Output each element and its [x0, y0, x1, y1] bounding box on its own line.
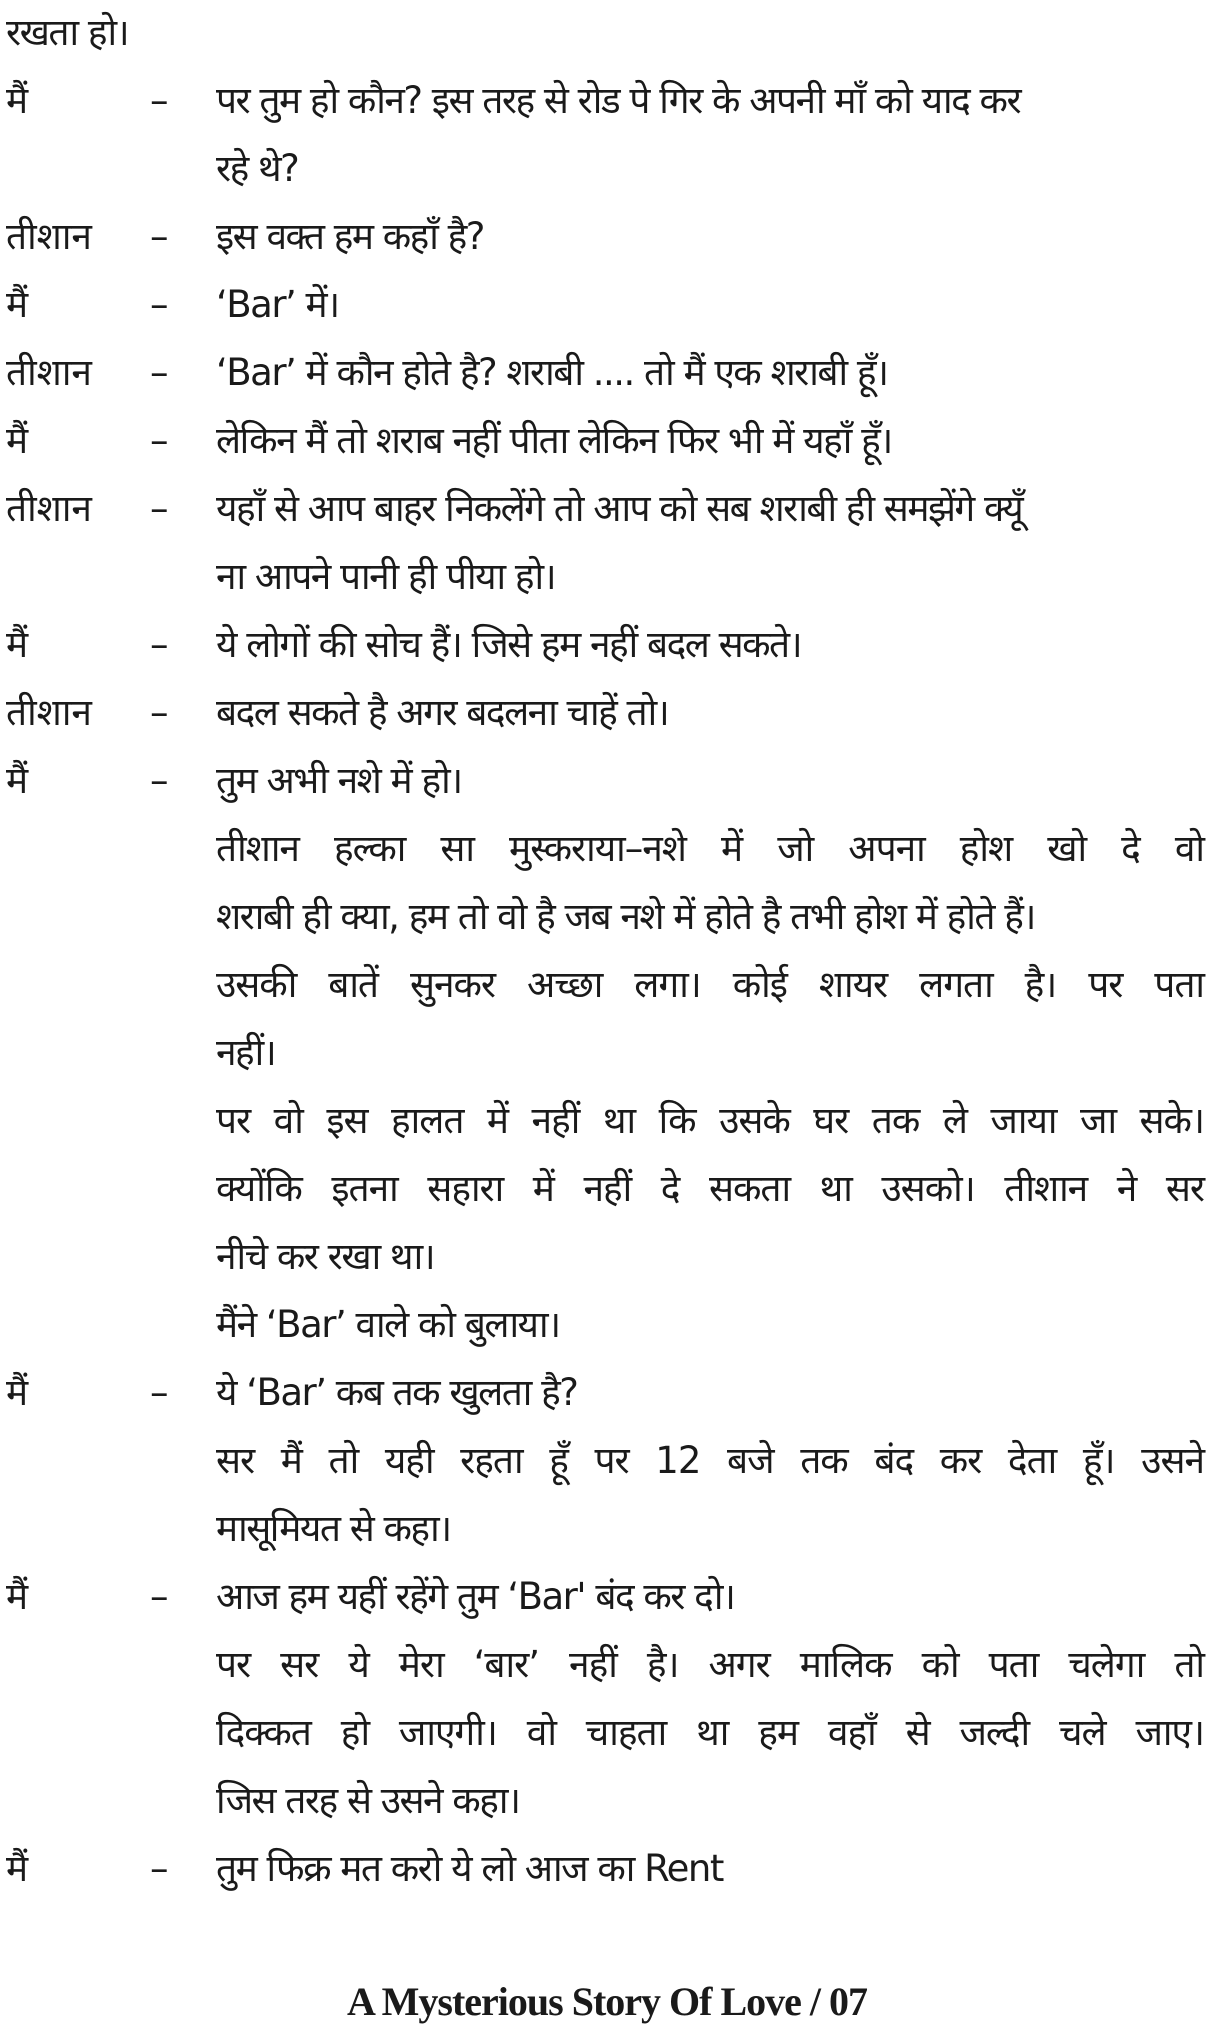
- dialogue-line: [0, 1359, 1214, 1426]
- dialogue-dash: –: [150, 1846, 169, 1890]
- narration-line: [0, 1223, 1214, 1290]
- line-text: ना आपने पानी ही पीया हो।: [216, 554, 556, 598]
- line-text: यहाँ से आप बाहर निकलेंगे तो आप को सब शराबी ही समझेंगे क्यूँ: [216, 486, 1023, 530]
- narration-line: [0, 1291, 1214, 1358]
- narration-line: [0, 1155, 1214, 1222]
- line-text: आज हम यहीं रहेंगे तुम ‘Bar' बंद कर दो।: [216, 1574, 735, 1618]
- line-text: पर तुम हो कौन? इस तरह से रोड पे गिर के अपनी माँ को याद कर: [216, 78, 1021, 122]
- speaker-name: तीशान: [6, 214, 92, 258]
- speaker-name: मैं: [6, 622, 29, 666]
- dialogue-dash: –: [150, 758, 169, 802]
- speaker-name: मैं: [6, 78, 29, 122]
- speaker-name: मैं: [6, 758, 29, 802]
- line-text: पर वो इस हालत में नहीं था कि उसके घर तक ले जाया जा सके।: [216, 1098, 1204, 1142]
- dialogue-dash: –: [150, 622, 169, 666]
- line-text: रहे थे?: [216, 146, 299, 190]
- dialogue-dash: –: [150, 282, 169, 326]
- speaker-name: मैं: [6, 1370, 29, 1414]
- line-text: उसकी बातें सुनकर अच्छा लगा। कोई शायर लगता है। पर पता: [216, 962, 1204, 1006]
- line-text: सर मैं तो यही रहता हूँ पर 12 बजे तक बंद कर देता हूँ। उसने: [216, 1438, 1204, 1482]
- line-text: नहीं।: [216, 1030, 276, 1074]
- narration-line: [0, 815, 1214, 882]
- dialogue-line: [0, 67, 1214, 134]
- line-text: मासूमियत से कहा।: [216, 1506, 451, 1550]
- dialogue-line: [0, 747, 1214, 814]
- line-text: मैंने ‘Bar’ वाले को बुलाया।: [216, 1302, 560, 1346]
- narration-line: [0, 1495, 1214, 1562]
- dialogue-line: [0, 611, 1214, 678]
- speaker-name: तीशान: [6, 690, 92, 734]
- line-text: इस वक्त हम कहाँ है?: [216, 214, 484, 258]
- dialogue-line: [0, 1563, 1214, 1630]
- line-text: क्योंकि इतना सहारा में नहीं दे सकता था उसको। तीशान ने सर: [216, 1166, 1204, 1210]
- page-footer: A Mysterious Story Of Love / 07: [346, 1979, 868, 2024]
- line-text: पर सर ये मेरा ‘बार’ नहीं है। अगर मालिक को पता चलेगा तो: [216, 1642, 1204, 1686]
- speaker-name: मैं: [6, 282, 29, 326]
- narration-line: [0, 1087, 1214, 1154]
- line-text: ये लोगों की सोच हैं। जिसे हम नहीं बदल सकते।: [216, 622, 802, 666]
- dialogue-line: [0, 475, 1214, 542]
- line-text: लेकिन मैं तो शराब नहीं पीता लेकिन फिर भी में यहाँ हूँ।: [216, 418, 892, 462]
- dialogue-line: [0, 679, 1214, 746]
- narration-line: [0, 1767, 1214, 1834]
- speaker-name: मैं: [6, 1574, 29, 1618]
- narration-line: [0, 951, 1214, 1018]
- speaker-name: मैं: [6, 418, 29, 462]
- line-text: रखता हो।: [6, 11, 129, 54]
- dialogue-line: [0, 339, 1214, 406]
- narration-line: [0, 1631, 1214, 1698]
- narration-line: [0, 1699, 1214, 1766]
- line-text: तुम फिक्र मत करो ये लो आज का Rent: [216, 1846, 723, 1890]
- narration-line: [0, 883, 1214, 950]
- line-text: जिस तरह से उसने कहा।: [216, 1778, 520, 1822]
- line-text: ‘Bar’ में कौन होते है? शराबी .... तो मैं एक शराबी हूँ।: [216, 350, 888, 394]
- narration-line: [0, 0, 1214, 66]
- line-text: नीचे कर रखा था।: [216, 1234, 435, 1278]
- dialogue-line: [0, 1835, 1214, 1902]
- line-text: बदल सकते है अगर बदलना चाहें तो।: [216, 690, 669, 734]
- narration-line: [0, 135, 1214, 202]
- dialogue-dash: –: [150, 418, 169, 462]
- line-text: शराबी ही क्या, हम तो वो है जब नशे में होते है तभी होश में होते हैं।: [216, 894, 1035, 938]
- dialogue-dash: –: [150, 690, 169, 734]
- line-text: ये ‘Bar’ कब तक खुलता है?: [216, 1370, 578, 1414]
- narration-line: [0, 1019, 1214, 1086]
- dialogue-dash: –: [150, 78, 169, 122]
- dialogue-dash: –: [150, 214, 169, 258]
- dialogue-line: [0, 407, 1214, 474]
- narration-line: [0, 543, 1214, 610]
- speaker-name: तीशान: [6, 350, 92, 394]
- dialogue-dash: –: [150, 486, 169, 530]
- narration-line: [0, 1427, 1214, 1494]
- dialogue-dash: –: [150, 350, 169, 394]
- line-text: ‘Bar’ में।: [216, 282, 339, 326]
- dialogue-dash: –: [150, 1370, 169, 1414]
- dialogue-line: [0, 203, 1214, 270]
- line-text: तुम अभी नशे में हो।: [216, 758, 462, 802]
- line-text: दिक्कत हो जाएगी। वो चाहता था हम वहाँ से जल्दी चले जाए।: [216, 1710, 1204, 1754]
- speaker-name: मैं: [6, 1846, 29, 1890]
- dialogue-dash: –: [150, 1574, 169, 1618]
- speaker-name: तीशान: [6, 486, 92, 530]
- line-text: तीशान हल्का सा मुस्कराया–नशे में जो अपना होश खो दे वो: [216, 826, 1204, 870]
- dialogue-line: [0, 271, 1214, 338]
